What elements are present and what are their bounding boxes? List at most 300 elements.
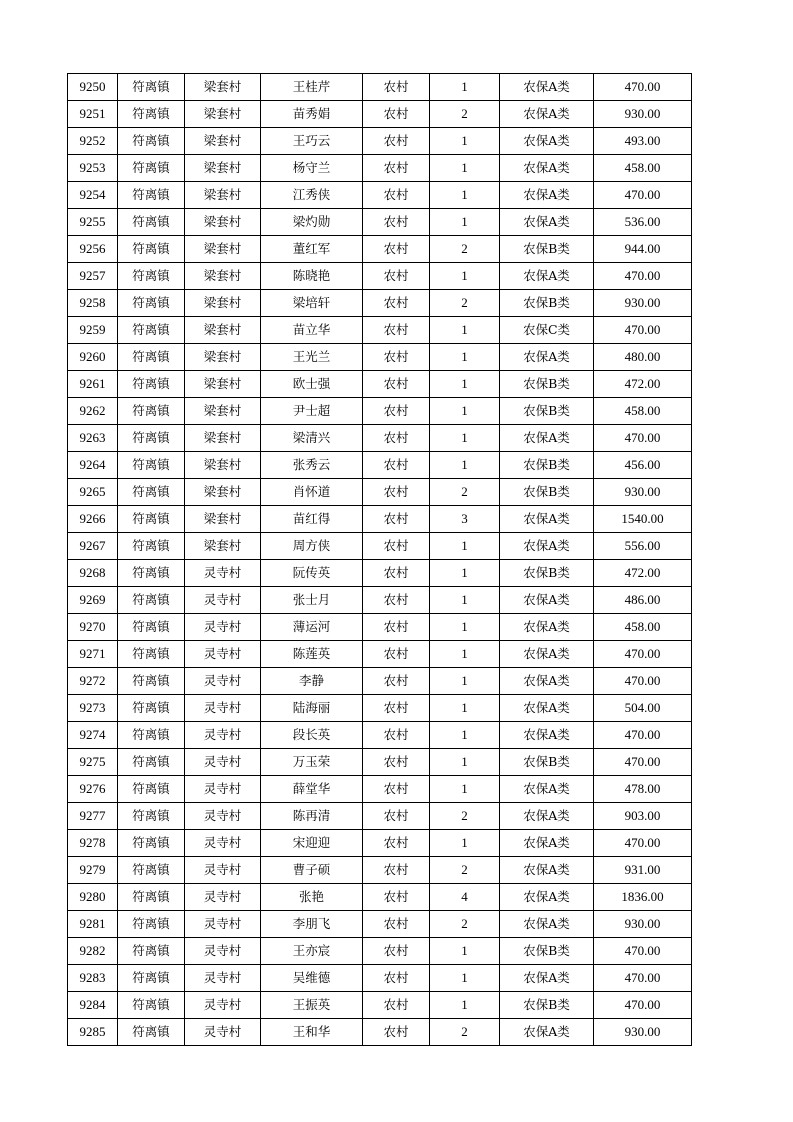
- household-size-cell: 2: [430, 803, 500, 830]
- serial-number-cell: 9252: [68, 128, 118, 155]
- village-cell: 灵寺村: [185, 668, 261, 695]
- amount-cell: 470.00: [594, 938, 692, 965]
- town-cell: 符离镇: [118, 938, 185, 965]
- table-row: [68, 830, 692, 857]
- household-size-cell: 1: [430, 587, 500, 614]
- village-cell: 梁套村: [185, 344, 261, 371]
- amount-cell: 470.00: [594, 830, 692, 857]
- town-cell: 符离镇: [118, 560, 185, 587]
- amount-cell: 931.00: [594, 857, 692, 884]
- serial-number-cell: 9268: [68, 560, 118, 587]
- table-row: [68, 290, 692, 317]
- amount-cell: 930.00: [594, 1019, 692, 1046]
- area-type-cell: 农村: [363, 398, 430, 425]
- village-cell: 灵寺村: [185, 911, 261, 938]
- serial-number-cell: 9275: [68, 749, 118, 776]
- table-row: [68, 398, 692, 425]
- household-size-cell: 1: [430, 614, 500, 641]
- table-row: [68, 722, 692, 749]
- table-row: [68, 560, 692, 587]
- table-row: [68, 452, 692, 479]
- insurance-category-cell: 农保A类: [500, 155, 594, 182]
- table-row: [68, 209, 692, 236]
- name-cell: 董红军: [261, 236, 363, 263]
- name-cell: 王振英: [261, 992, 363, 1019]
- town-cell: 符离镇: [118, 884, 185, 911]
- area-type-cell: 农村: [363, 263, 430, 290]
- amount-cell: 470.00: [594, 641, 692, 668]
- name-cell: 陈晓艳: [261, 263, 363, 290]
- town-cell: 符离镇: [118, 695, 185, 722]
- amount-cell: 472.00: [594, 371, 692, 398]
- table-row: [68, 587, 692, 614]
- village-cell: 灵寺村: [185, 884, 261, 911]
- household-size-cell: 1: [430, 452, 500, 479]
- town-cell: 符离镇: [118, 479, 185, 506]
- town-cell: 符离镇: [118, 803, 185, 830]
- table-row: [68, 641, 692, 668]
- amount-cell: 458.00: [594, 398, 692, 425]
- household-size-cell: 2: [430, 911, 500, 938]
- area-type-cell: 农村: [363, 209, 430, 236]
- insurance-category-cell: 农保A类: [500, 263, 594, 290]
- insurance-category-cell: 农保A类: [500, 209, 594, 236]
- area-type-cell: 农村: [363, 344, 430, 371]
- area-type-cell: 农村: [363, 965, 430, 992]
- table-row: [68, 155, 692, 182]
- insurance-category-cell: 农保A类: [500, 1019, 594, 1046]
- name-cell: 王巧云: [261, 128, 363, 155]
- village-cell: 灵寺村: [185, 722, 261, 749]
- household-size-cell: 1: [430, 938, 500, 965]
- amount-cell: 456.00: [594, 452, 692, 479]
- household-size-cell: 1: [430, 182, 500, 209]
- amount-cell: 470.00: [594, 749, 692, 776]
- town-cell: 符离镇: [118, 452, 185, 479]
- amount-cell: 470.00: [594, 425, 692, 452]
- household-size-cell: 1: [430, 992, 500, 1019]
- name-cell: 陈再清: [261, 803, 363, 830]
- table-row: [68, 182, 692, 209]
- area-type-cell: 农村: [363, 749, 430, 776]
- name-cell: 王桂芹: [261, 74, 363, 101]
- area-type-cell: 农村: [363, 479, 430, 506]
- insurance-category-cell: 农保A类: [500, 884, 594, 911]
- area-type-cell: 农村: [363, 560, 430, 587]
- area-type-cell: 农村: [363, 938, 430, 965]
- serial-number-cell: 9266: [68, 506, 118, 533]
- area-type-cell: 农村: [363, 128, 430, 155]
- insurance-category-cell: 农保A类: [500, 830, 594, 857]
- insurance-category-cell: 农保A类: [500, 776, 594, 803]
- serial-number-cell: 9257: [68, 263, 118, 290]
- town-cell: 符离镇: [118, 317, 185, 344]
- name-cell: 陆海丽: [261, 695, 363, 722]
- amount-cell: 930.00: [594, 101, 692, 128]
- village-cell: 梁套村: [185, 263, 261, 290]
- household-size-cell: 2: [430, 1019, 500, 1046]
- insurance-category-cell: 农保C类: [500, 317, 594, 344]
- town-cell: 符离镇: [118, 101, 185, 128]
- area-type-cell: 农村: [363, 290, 430, 317]
- household-size-cell: 1: [430, 695, 500, 722]
- serial-number-cell: 9285: [68, 1019, 118, 1046]
- table-row: [68, 749, 692, 776]
- name-cell: 陈莲英: [261, 641, 363, 668]
- area-type-cell: 农村: [363, 236, 430, 263]
- name-cell: 李静: [261, 668, 363, 695]
- area-type-cell: 农村: [363, 425, 430, 452]
- insurance-category-cell: 农保A类: [500, 911, 594, 938]
- village-cell: 梁套村: [185, 128, 261, 155]
- serial-number-cell: 9270: [68, 614, 118, 641]
- table-row: [68, 884, 692, 911]
- town-cell: 符离镇: [118, 290, 185, 317]
- serial-number-cell: 9271: [68, 641, 118, 668]
- household-size-cell: 1: [430, 560, 500, 587]
- insurance-category-cell: 农保A类: [500, 101, 594, 128]
- name-cell: 梁清兴: [261, 425, 363, 452]
- serial-number-cell: 9278: [68, 830, 118, 857]
- household-size-cell: 2: [430, 236, 500, 263]
- household-size-cell: 1: [430, 209, 500, 236]
- area-type-cell: 农村: [363, 182, 430, 209]
- town-cell: 符离镇: [118, 722, 185, 749]
- area-type-cell: 农村: [363, 857, 430, 884]
- insurance-category-cell: 农保B类: [500, 371, 594, 398]
- serial-number-cell: 9274: [68, 722, 118, 749]
- area-type-cell: 农村: [363, 74, 430, 101]
- amount-cell: 470.00: [594, 74, 692, 101]
- serial-number-cell: 9254: [68, 182, 118, 209]
- amount-cell: 930.00: [594, 911, 692, 938]
- serial-number-cell: 9259: [68, 317, 118, 344]
- household-size-cell: 2: [430, 101, 500, 128]
- table-row: [68, 695, 692, 722]
- serial-number-cell: 9251: [68, 101, 118, 128]
- serial-number-cell: 9269: [68, 587, 118, 614]
- town-cell: 符离镇: [118, 344, 185, 371]
- town-cell: 符离镇: [118, 209, 185, 236]
- name-cell: 王光兰: [261, 344, 363, 371]
- town-cell: 符离镇: [118, 371, 185, 398]
- area-type-cell: 农村: [363, 371, 430, 398]
- table-row: [68, 533, 692, 560]
- village-cell: 梁套村: [185, 452, 261, 479]
- serial-number-cell: 9250: [68, 74, 118, 101]
- table-body: [68, 74, 692, 1046]
- serial-number-cell: 9255: [68, 209, 118, 236]
- insurance-category-cell: 农保A类: [500, 506, 594, 533]
- village-cell: 梁套村: [185, 425, 261, 452]
- town-cell: 符离镇: [118, 749, 185, 776]
- name-cell: 苗秀娟: [261, 101, 363, 128]
- name-cell: 肖怀道: [261, 479, 363, 506]
- amount-cell: 470.00: [594, 722, 692, 749]
- village-cell: 梁套村: [185, 182, 261, 209]
- area-type-cell: 农村: [363, 533, 430, 560]
- town-cell: 符离镇: [118, 911, 185, 938]
- household-size-cell: 4: [430, 884, 500, 911]
- serial-number-cell: 9283: [68, 965, 118, 992]
- village-cell: 灵寺村: [185, 641, 261, 668]
- name-cell: 梁培轩: [261, 290, 363, 317]
- name-cell: 周方侠: [261, 533, 363, 560]
- amount-cell: 470.00: [594, 182, 692, 209]
- serial-number-cell: 9253: [68, 155, 118, 182]
- village-cell: 灵寺村: [185, 992, 261, 1019]
- village-cell: 梁套村: [185, 155, 261, 182]
- serial-number-cell: 9282: [68, 938, 118, 965]
- area-type-cell: 农村: [363, 695, 430, 722]
- name-cell: 阮传英: [261, 560, 363, 587]
- area-type-cell: 农村: [363, 722, 430, 749]
- amount-cell: 1540.00: [594, 506, 692, 533]
- village-cell: 灵寺村: [185, 803, 261, 830]
- area-type-cell: 农村: [363, 1019, 430, 1046]
- insurance-category-cell: 农保A类: [500, 857, 594, 884]
- area-type-cell: 农村: [363, 452, 430, 479]
- name-cell: 尹士超: [261, 398, 363, 425]
- table-row: [68, 614, 692, 641]
- household-size-cell: 2: [430, 290, 500, 317]
- village-cell: 梁套村: [185, 290, 261, 317]
- name-cell: 欧士强: [261, 371, 363, 398]
- serial-number-cell: 9258: [68, 290, 118, 317]
- town-cell: 符离镇: [118, 965, 185, 992]
- village-cell: 灵寺村: [185, 965, 261, 992]
- serial-number-cell: 9263: [68, 425, 118, 452]
- household-size-cell: 1: [430, 749, 500, 776]
- household-size-cell: 2: [430, 857, 500, 884]
- insurance-category-cell: 农保A类: [500, 533, 594, 560]
- amount-cell: 493.00: [594, 128, 692, 155]
- name-cell: 万玉荣: [261, 749, 363, 776]
- household-size-cell: 1: [430, 155, 500, 182]
- amount-cell: 556.00: [594, 533, 692, 560]
- village-cell: 梁套村: [185, 533, 261, 560]
- name-cell: 江秀侠: [261, 182, 363, 209]
- insurance-category-cell: 农保A类: [500, 614, 594, 641]
- household-size-cell: 1: [430, 263, 500, 290]
- town-cell: 符离镇: [118, 641, 185, 668]
- household-size-cell: 1: [430, 74, 500, 101]
- area-type-cell: 农村: [363, 587, 430, 614]
- insurance-category-cell: 农保B类: [500, 290, 594, 317]
- amount-cell: 903.00: [594, 803, 692, 830]
- table-row: [68, 74, 692, 101]
- town-cell: 符离镇: [118, 857, 185, 884]
- table-row: [68, 344, 692, 371]
- town-cell: 符离镇: [118, 74, 185, 101]
- area-type-cell: 农村: [363, 992, 430, 1019]
- amount-cell: 1836.00: [594, 884, 692, 911]
- village-cell: 灵寺村: [185, 749, 261, 776]
- insurance-category-cell: 农保B类: [500, 749, 594, 776]
- village-cell: 梁套村: [185, 371, 261, 398]
- town-cell: 符离镇: [118, 830, 185, 857]
- name-cell: 曹子硕: [261, 857, 363, 884]
- area-type-cell: 农村: [363, 614, 430, 641]
- village-cell: 梁套村: [185, 479, 261, 506]
- insurance-category-cell: 农保A类: [500, 803, 594, 830]
- town-cell: 符离镇: [118, 506, 185, 533]
- household-size-cell: 1: [430, 668, 500, 695]
- name-cell: 张士月: [261, 587, 363, 614]
- serial-number-cell: 9272: [68, 668, 118, 695]
- serial-number-cell: 9260: [68, 344, 118, 371]
- household-size-cell: 1: [430, 317, 500, 344]
- amount-cell: 930.00: [594, 290, 692, 317]
- table-row: [68, 128, 692, 155]
- insurance-category-cell: 农保A类: [500, 965, 594, 992]
- household-size-cell: 1: [430, 641, 500, 668]
- amount-cell: 944.00: [594, 236, 692, 263]
- amount-cell: 470.00: [594, 992, 692, 1019]
- insurance-category-cell: 农保A类: [500, 668, 594, 695]
- name-cell: 张秀云: [261, 452, 363, 479]
- name-cell: 张艳: [261, 884, 363, 911]
- area-type-cell: 农村: [363, 155, 430, 182]
- insurance-category-cell: 农保A类: [500, 641, 594, 668]
- amount-cell: 458.00: [594, 155, 692, 182]
- amount-cell: 486.00: [594, 587, 692, 614]
- household-size-cell: 2: [430, 479, 500, 506]
- town-cell: 符离镇: [118, 236, 185, 263]
- village-cell: 梁套村: [185, 209, 261, 236]
- serial-number-cell: 9277: [68, 803, 118, 830]
- name-cell: 杨守兰: [261, 155, 363, 182]
- household-size-cell: 1: [430, 344, 500, 371]
- village-cell: 灵寺村: [185, 587, 261, 614]
- name-cell: 苗红得: [261, 506, 363, 533]
- village-cell: 灵寺村: [185, 830, 261, 857]
- area-type-cell: 农村: [363, 506, 430, 533]
- insurance-category-cell: 农保A类: [500, 722, 594, 749]
- amount-cell: 504.00: [594, 695, 692, 722]
- area-type-cell: 农村: [363, 830, 430, 857]
- table-row: [68, 1019, 692, 1046]
- household-size-cell: 1: [430, 830, 500, 857]
- amount-cell: 458.00: [594, 614, 692, 641]
- serial-number-cell: 9261: [68, 371, 118, 398]
- household-size-cell: 1: [430, 776, 500, 803]
- name-cell: 王和华: [261, 1019, 363, 1046]
- area-type-cell: 农村: [363, 317, 430, 344]
- household-size-cell: 3: [430, 506, 500, 533]
- household-size-cell: 1: [430, 965, 500, 992]
- table-row: [68, 911, 692, 938]
- town-cell: 符离镇: [118, 776, 185, 803]
- amount-cell: 470.00: [594, 263, 692, 290]
- household-size-cell: 1: [430, 425, 500, 452]
- insurance-category-cell: 农保B类: [500, 452, 594, 479]
- village-cell: 灵寺村: [185, 857, 261, 884]
- village-cell: 梁套村: [185, 317, 261, 344]
- insurance-category-cell: 农保B类: [500, 938, 594, 965]
- town-cell: 符离镇: [118, 533, 185, 560]
- town-cell: 符离镇: [118, 668, 185, 695]
- table-row: [68, 776, 692, 803]
- table-row: [68, 317, 692, 344]
- insurance-category-cell: 农保B类: [500, 560, 594, 587]
- table-row: [68, 506, 692, 533]
- serial-number-cell: 9262: [68, 398, 118, 425]
- household-size-cell: 1: [430, 722, 500, 749]
- serial-number-cell: 9273: [68, 695, 118, 722]
- town-cell: 符离镇: [118, 1019, 185, 1046]
- village-cell: 梁套村: [185, 398, 261, 425]
- name-cell: 梁灼勋: [261, 209, 363, 236]
- village-cell: 梁套村: [185, 236, 261, 263]
- serial-number-cell: 9279: [68, 857, 118, 884]
- village-cell: 灵寺村: [185, 614, 261, 641]
- table-row: [68, 668, 692, 695]
- town-cell: 符离镇: [118, 182, 185, 209]
- serial-number-cell: 9284: [68, 992, 118, 1019]
- table-row: [68, 371, 692, 398]
- town-cell: 符离镇: [118, 992, 185, 1019]
- insurance-category-cell: 农保B类: [500, 992, 594, 1019]
- name-cell: 宋迎迎: [261, 830, 363, 857]
- table-row: [68, 938, 692, 965]
- name-cell: 吴维德: [261, 965, 363, 992]
- area-type-cell: 农村: [363, 803, 430, 830]
- village-cell: 灵寺村: [185, 776, 261, 803]
- village-cell: 灵寺村: [185, 1019, 261, 1046]
- area-type-cell: 农村: [363, 101, 430, 128]
- serial-number-cell: 9280: [68, 884, 118, 911]
- name-cell: 王亦宸: [261, 938, 363, 965]
- amount-cell: 470.00: [594, 317, 692, 344]
- table-row: [68, 992, 692, 1019]
- data-table: [67, 73, 692, 1046]
- table-row: [68, 803, 692, 830]
- amount-cell: 480.00: [594, 344, 692, 371]
- amount-cell: 536.00: [594, 209, 692, 236]
- insurance-category-cell: 农保B类: [500, 479, 594, 506]
- insurance-category-cell: 农保B类: [500, 236, 594, 263]
- town-cell: 符离镇: [118, 587, 185, 614]
- table-row: [68, 479, 692, 506]
- village-cell: 灵寺村: [185, 695, 261, 722]
- village-cell: 灵寺村: [185, 938, 261, 965]
- town-cell: 符离镇: [118, 128, 185, 155]
- town-cell: 符离镇: [118, 155, 185, 182]
- insurance-category-cell: 农保A类: [500, 425, 594, 452]
- household-size-cell: 1: [430, 398, 500, 425]
- table-row: [68, 425, 692, 452]
- insurance-category-cell: 农保B类: [500, 398, 594, 425]
- town-cell: 符离镇: [118, 398, 185, 425]
- household-size-cell: 1: [430, 128, 500, 155]
- name-cell: 李朋飞: [261, 911, 363, 938]
- serial-number-cell: 9267: [68, 533, 118, 560]
- name-cell: 薄运河: [261, 614, 363, 641]
- amount-cell: 470.00: [594, 668, 692, 695]
- insurance-category-cell: 农保A类: [500, 344, 594, 371]
- table-row: [68, 101, 692, 128]
- serial-number-cell: 9276: [68, 776, 118, 803]
- amount-cell: 470.00: [594, 965, 692, 992]
- household-size-cell: 1: [430, 371, 500, 398]
- insurance-category-cell: 农保A类: [500, 182, 594, 209]
- area-type-cell: 农村: [363, 641, 430, 668]
- serial-number-cell: 9256: [68, 236, 118, 263]
- area-type-cell: 农村: [363, 884, 430, 911]
- insurance-category-cell: 农保A类: [500, 587, 594, 614]
- village-cell: 梁套村: [185, 74, 261, 101]
